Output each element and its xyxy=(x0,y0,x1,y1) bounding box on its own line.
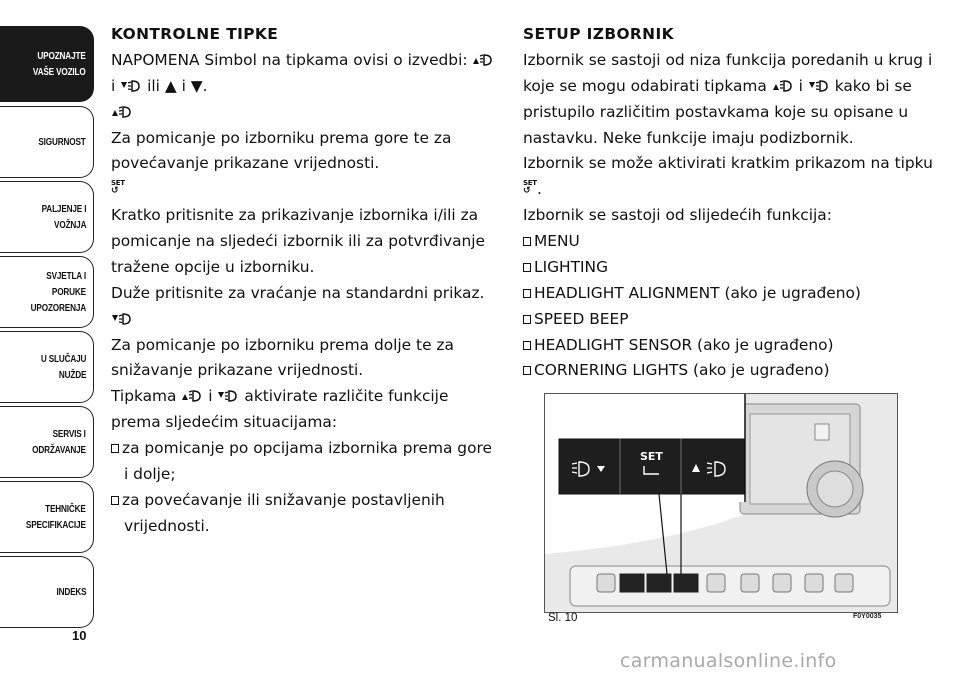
checkbox-square-icon xyxy=(111,496,119,505)
checkbox-square-icon xyxy=(523,341,531,350)
list-item: za povećavanje ili snižavanje postavljenih vrijednosti. xyxy=(111,488,501,540)
tab-tehnicke-specifikacije[interactable]: TEHNIČKE SPECIFIKACIJE xyxy=(0,481,94,553)
list-item: HEADLIGHT ALIGNMENT (ako je ugrađeno) xyxy=(523,281,938,307)
down-button-description: Za pomicanje po izborniku prema dolje te za snižavanje prikazane vrijednosti. xyxy=(111,335,454,380)
setup-intro-paragraph: Izbornik se sastoji od niza funkcija poredanih u krug i koje se mogu odabirati tipkama i kako bi se pristupilo različitim postavkama koje su opisane u nastavku. Neke funkcije imaju podizbornik. xyxy=(523,50,933,147)
figure-caption: Sl. 10 xyxy=(548,612,578,624)
dashboard-figure xyxy=(544,393,898,613)
up-lights-icon xyxy=(472,51,494,68)
set-long-press-description: Duže pritisnite za vraćanje na standardni prikaz. xyxy=(111,283,485,302)
tab-u-slucaju-nuzde[interactable]: U SLUČAJU NUŽDE xyxy=(0,331,94,403)
functions-intro: Izbornik se sastoji od slijedećih funkcija: xyxy=(523,206,832,225)
tab-sigurnost[interactable]: SIGURNOST xyxy=(0,106,94,178)
tab-upoznajte-vase-vozilo[interactable]: UPOZNAJTE VAŠE VOZILO xyxy=(0,26,94,102)
set-button-icon: SET ↺ xyxy=(111,179,125,197)
chapter-tabs xyxy=(0,0,98,677)
up-triangle-icon: ▲ xyxy=(164,76,177,95)
checkbox-square-icon xyxy=(523,263,531,272)
left-column xyxy=(111,22,501,540)
checkbox-square-icon xyxy=(523,237,531,246)
list-item: LIGHTING xyxy=(523,255,938,281)
tab-servis-i-odrzavanje[interactable]: SERVIS I ODRŽAVANJE xyxy=(0,406,94,478)
list-item: za pomicanje po opcijama izbornika prema gore i dolje; xyxy=(111,436,501,488)
list-item: CORNERING LIGHTS (ako je ugrađeno) xyxy=(523,358,938,384)
list-item: MENU xyxy=(523,229,938,255)
setup-activation-paragraph: Izbornik se može aktivirati kratkim prikazom na tipku SET ↺ . xyxy=(523,154,933,199)
down-lights-icon xyxy=(808,77,830,94)
right-column xyxy=(523,22,938,384)
list-item: SPEED BEEP xyxy=(523,307,938,333)
page-number: 10 xyxy=(72,628,87,643)
down-lights-icon xyxy=(217,387,239,404)
checkbox-square-icon xyxy=(523,366,531,375)
up-button-description: Za pomicanje po izborniku prema gore te za povećavanje prikazane vrijednosti. xyxy=(111,128,452,173)
set-button-icon: SET ↺ xyxy=(523,179,537,197)
dashboard-illustration xyxy=(545,394,897,612)
checkbox-square-icon xyxy=(111,444,119,453)
up-lights-icon xyxy=(181,387,203,404)
checkbox-square-icon xyxy=(523,315,531,324)
watermark: carmanualsonline.info xyxy=(620,650,837,672)
down-lights-icon xyxy=(111,310,133,327)
section-heading-kontrolne-tipke: KONTROLNE TIPKE xyxy=(111,25,279,43)
figure-code: F0Y0035 xyxy=(853,613,882,620)
down-triangle-icon: ▼. xyxy=(190,76,208,95)
tab-indeks[interactable]: INDEKS xyxy=(0,556,94,628)
note-paragraph: NAPOMENA Simbol na tipkama ovisi o izvedbi: i ili ▲ i ▼. xyxy=(111,48,501,100)
activate-paragraph: Tipkama i aktivirate različite funkcije prema sljedećim situacijama: xyxy=(111,387,449,432)
up-lights-icon xyxy=(772,77,794,94)
checkbox-square-icon xyxy=(523,289,531,298)
tab-svjetla-i-poruke-upozorenja[interactable]: SVJETLA I PORUKE UPOZORENJA xyxy=(0,256,94,328)
note-text: NAPOMENA Simbol na tipkama ovisi o izvedbi: xyxy=(111,50,468,69)
list-item: HEADLIGHT SENSOR (ako je ugrađeno) xyxy=(523,333,938,359)
down-lights-icon xyxy=(120,77,142,94)
set-short-press-description: Kratko pritisnite za prikazivanje izbornika i/ili za pomicanje na sljedeći izbornik ili za potvrđivanje tražene opcije u izborniku. xyxy=(111,206,486,276)
up-lights-icon xyxy=(111,103,133,120)
tab-paljenje-i-voznja[interactable]: PALJENJE I VOŽNJA xyxy=(0,181,94,253)
section-heading-setup-izbornik: SETUP IZBORNIK xyxy=(523,25,674,43)
svg-text:SET: SET xyxy=(640,450,663,463)
